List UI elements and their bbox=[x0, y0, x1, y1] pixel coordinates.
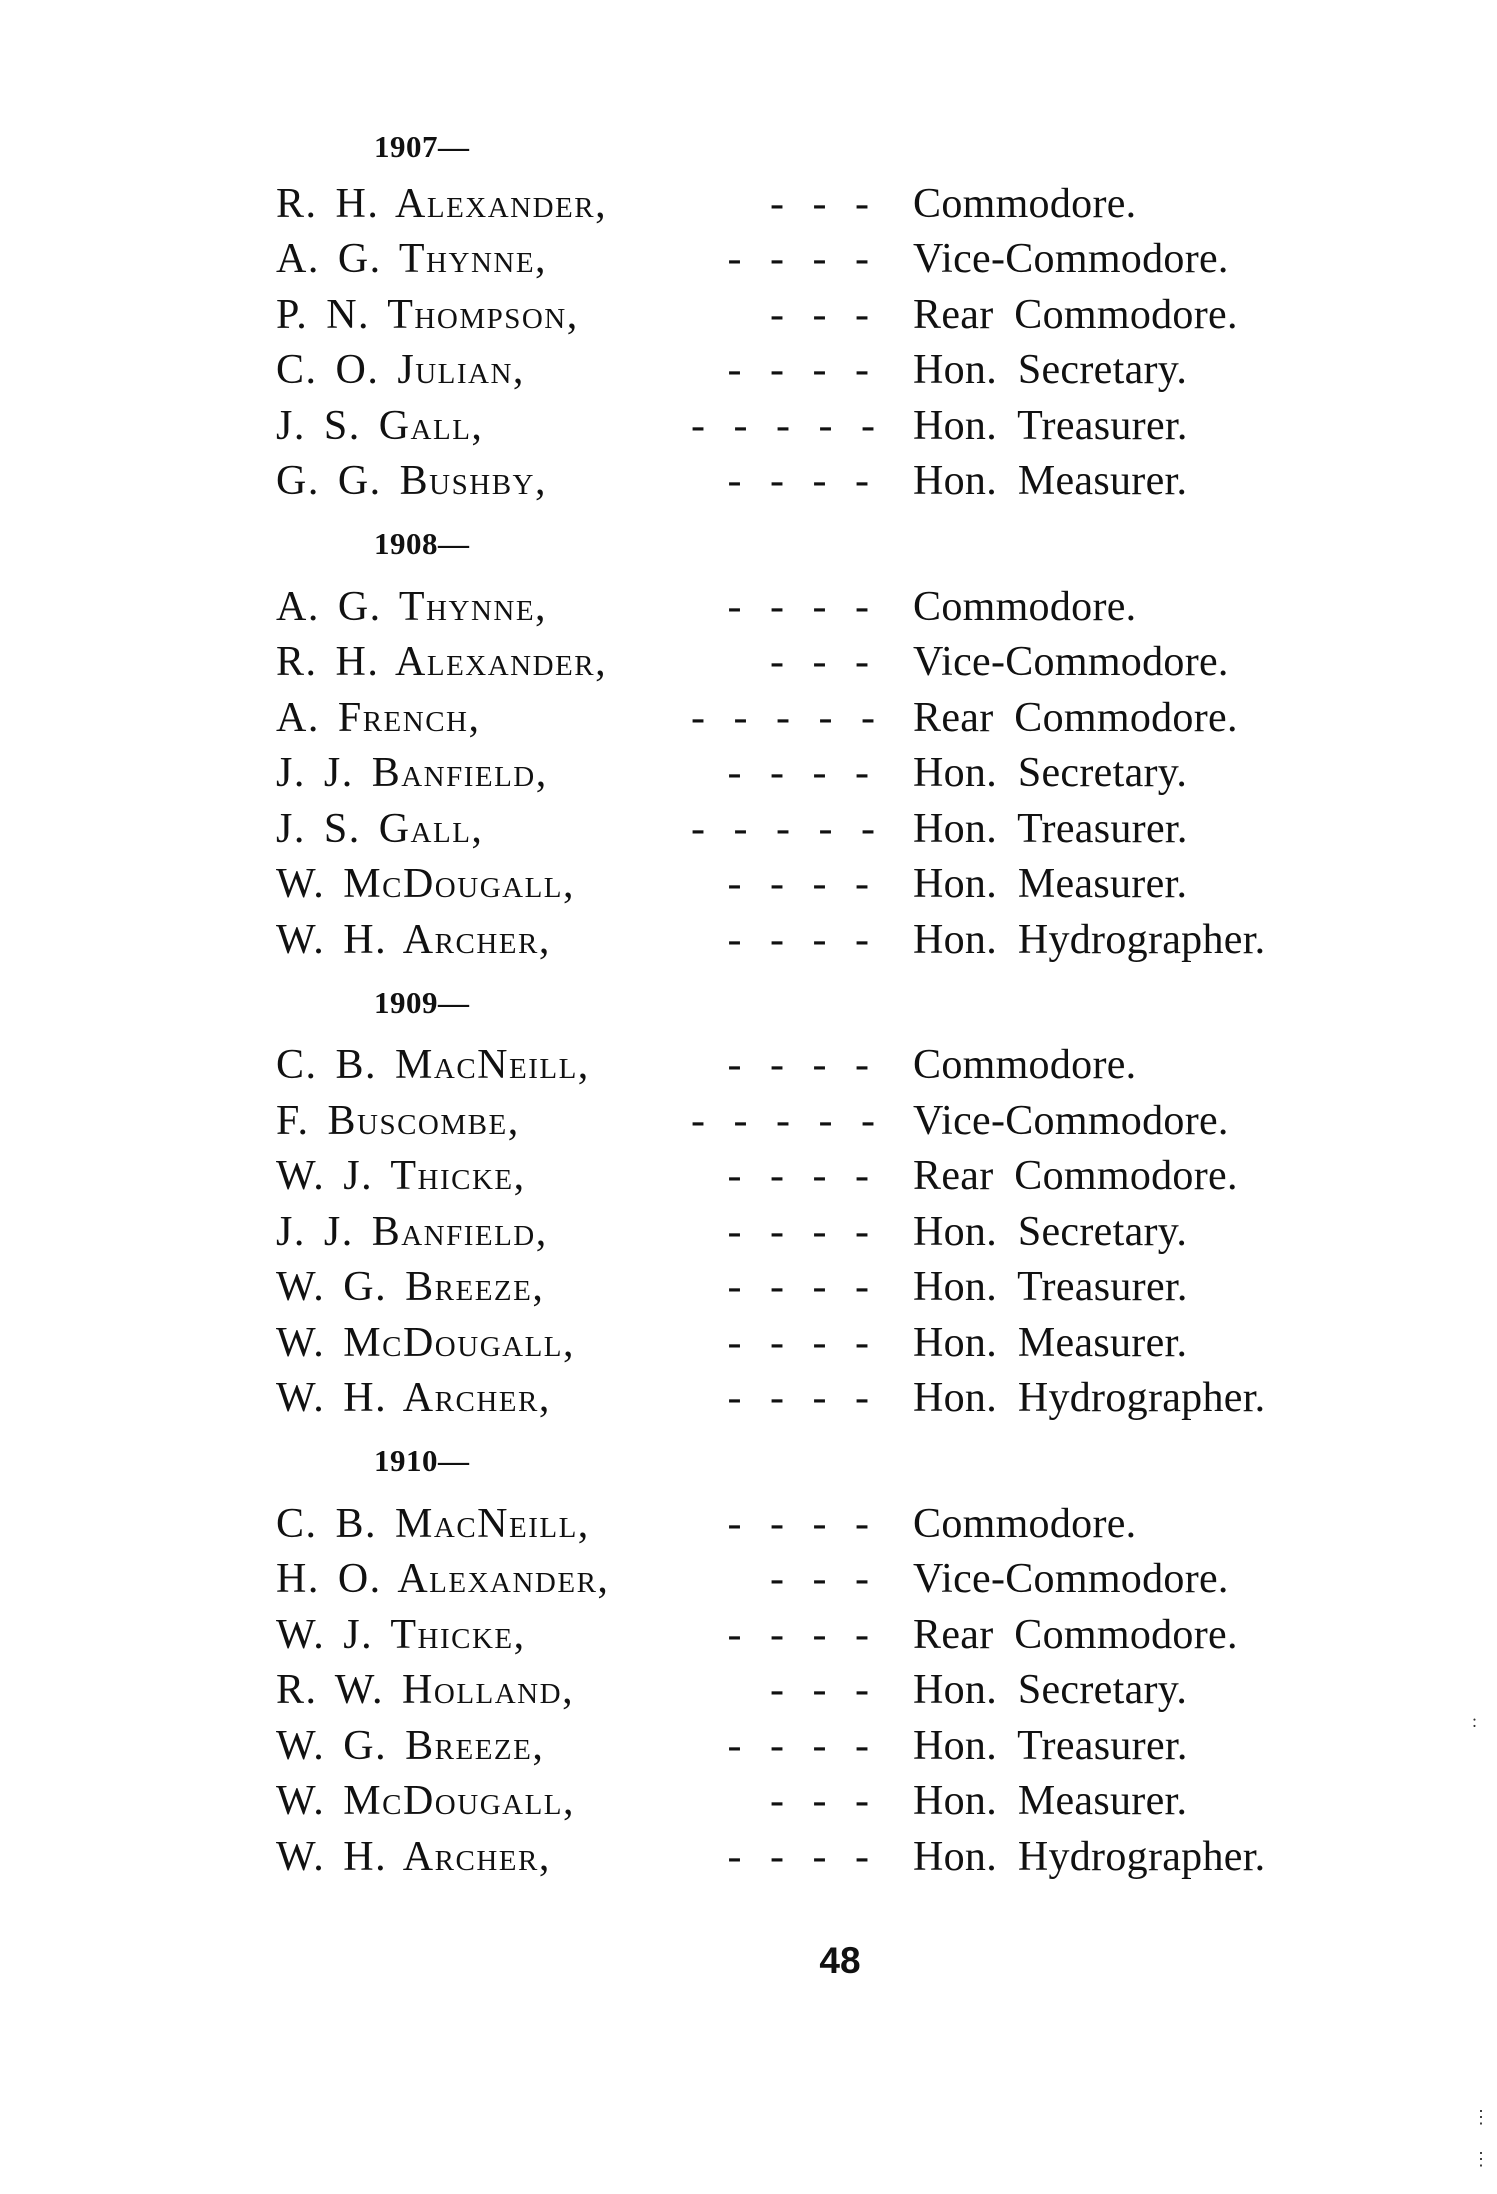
officer-row bbox=[276, 1774, 1316, 1830]
leader-dashes: - - - - - bbox=[691, 805, 875, 852]
officer-row bbox=[276, 635, 1316, 691]
leader-dashes: - - - bbox=[770, 180, 869, 227]
officer-row bbox=[276, 1829, 1316, 1885]
page-number: 48 bbox=[819, 1940, 861, 1981]
officer-title: Commodore. bbox=[913, 1500, 1137, 1547]
leader-dashes: - - - - bbox=[727, 1042, 869, 1089]
scan-edge-mark: ⋮ bbox=[1472, 2149, 1490, 2169]
officer-title: Rear Commodore. bbox=[913, 291, 1238, 338]
officer-name: W. J. Thicke, bbox=[276, 1153, 526, 1200]
officer-name: W. H. Archer, bbox=[276, 916, 551, 963]
officer-name: W. H. Archer, bbox=[276, 1375, 551, 1422]
leader-dashes: - - - - bbox=[727, 1722, 869, 1769]
officer-row bbox=[276, 398, 1316, 454]
leader-dashes: - - - - bbox=[727, 458, 869, 505]
officer-row bbox=[276, 746, 1316, 802]
leader-dashes: - - - - bbox=[727, 1153, 869, 1200]
officer-title: Vice-Commodore. bbox=[913, 639, 1229, 686]
officer-title: Hon. Measurer. bbox=[913, 1319, 1188, 1366]
leader-dashes: - - - - bbox=[727, 1500, 869, 1547]
leader-dashes: - - - - bbox=[727, 236, 869, 283]
leader-dashes: - - - bbox=[770, 1667, 869, 1714]
year-heading: 1907— bbox=[374, 129, 470, 164]
officer-title: Commodore. bbox=[913, 1042, 1137, 1089]
officer-title: Rear Commodore. bbox=[913, 694, 1238, 741]
officer-row bbox=[276, 579, 1316, 635]
officer-title: Vice-Commodore. bbox=[913, 1097, 1229, 1144]
year-heading: 1908— bbox=[374, 526, 470, 561]
officer-name: R. H. Alexander, bbox=[276, 639, 608, 686]
officer-row bbox=[276, 1552, 1316, 1608]
scan-edge-mark: ⋮ bbox=[1472, 2107, 1490, 2127]
scan-edge-mark: : bbox=[1472, 1711, 1478, 1731]
officer-name: W. McDougall, bbox=[276, 861, 576, 908]
officer-name: J. J. Banfield, bbox=[276, 750, 548, 797]
officer-name: H. O. Alexander, bbox=[276, 1556, 610, 1603]
leader-dashes: - - - bbox=[770, 291, 869, 338]
officer-name: P. N. Thompson, bbox=[276, 291, 579, 338]
officer-name: A. G. Thynne, bbox=[276, 236, 548, 283]
officer-name: W. G. Breeze, bbox=[276, 1722, 545, 1769]
leader-dashes: - - - - - bbox=[691, 402, 875, 449]
officer-row bbox=[276, 1315, 1316, 1371]
year-heading: 1909— bbox=[374, 984, 470, 1020]
officer-name: F. Buscombe, bbox=[276, 1097, 520, 1144]
leader-dashes: - - - - bbox=[727, 1375, 869, 1422]
officer-title: Rear Commodore. bbox=[913, 1611, 1238, 1658]
officer-row bbox=[276, 454, 1316, 510]
officer-title: Hon. Hydrographer. bbox=[913, 1375, 1266, 1422]
officer-row bbox=[276, 1718, 1316, 1774]
leader-dashes: - - - - bbox=[727, 861, 869, 908]
officer-row bbox=[276, 1149, 1316, 1205]
officer-name: A. French, bbox=[276, 694, 481, 741]
leader-dashes: - - - - bbox=[727, 1264, 869, 1311]
leader-dashes: - - - - bbox=[727, 583, 869, 630]
officer-name: C. O. Julian, bbox=[276, 347, 525, 394]
officer-title: Hon. Treasurer. bbox=[913, 805, 1188, 852]
officer-row bbox=[276, 1093, 1316, 1149]
officer-name: C. B. MacNeill, bbox=[276, 1500, 590, 1547]
officer-title: Vice-Commodore. bbox=[913, 236, 1229, 283]
officer-row bbox=[276, 1496, 1316, 1552]
officer-title: Hon. Measurer. bbox=[913, 1778, 1188, 1825]
officer-name: G. G. Bushby, bbox=[276, 458, 547, 505]
leader-dashes: - - - - - bbox=[691, 694, 875, 741]
leader-dashes: - - - bbox=[770, 1556, 869, 1603]
officer-row bbox=[276, 232, 1316, 288]
leader-dashes: - - - bbox=[770, 639, 869, 686]
leader-dashes: - - - - bbox=[727, 1208, 869, 1255]
officer-name: W. McDougall, bbox=[276, 1319, 576, 1366]
officer-name: C. B. MacNeill, bbox=[276, 1042, 590, 1089]
officer-name: W. McDougall, bbox=[276, 1778, 576, 1825]
officer-title: Hon. Secretary. bbox=[913, 1208, 1188, 1255]
officer-row bbox=[276, 1663, 1316, 1719]
officer-name: W. H. Archer, bbox=[276, 1833, 551, 1880]
leader-dashes: - - - - - bbox=[691, 1097, 875, 1144]
officer-title: Commodore. bbox=[913, 180, 1137, 227]
officer-row bbox=[276, 1607, 1316, 1663]
leader-dashes: - - - - bbox=[727, 347, 869, 394]
officer-title: Hon. Secretary. bbox=[913, 347, 1188, 394]
officer-row bbox=[276, 1260, 1316, 1316]
officer-title: Hon. Measurer. bbox=[913, 458, 1188, 505]
officer-name: J. S. Gall, bbox=[276, 805, 484, 852]
officer-row bbox=[276, 912, 1316, 968]
officer-row bbox=[276, 343, 1316, 399]
officer-title: Rear Commodore. bbox=[913, 1153, 1238, 1200]
officer-name: W. G. Breeze, bbox=[276, 1264, 545, 1311]
officer-title: Hon. Treasurer. bbox=[913, 1264, 1188, 1311]
officer-name: J. J. Banfield, bbox=[276, 1208, 548, 1255]
leader-dashes: - - - bbox=[770, 1778, 869, 1825]
officer-row bbox=[276, 857, 1316, 913]
officer-title: Commodore. bbox=[913, 583, 1137, 630]
officer-title: Hon. Hydrographer. bbox=[913, 916, 1266, 963]
year-heading: 1910— bbox=[374, 1443, 470, 1478]
officer-row bbox=[276, 801, 1316, 857]
officer-name: W. J. Thicke, bbox=[276, 1611, 526, 1658]
officer-title: Hon. Secretary. bbox=[913, 1667, 1188, 1714]
officer-title: Hon. Hydrographer. bbox=[913, 1833, 1266, 1880]
officer-row bbox=[276, 1204, 1316, 1260]
officer-title: Hon. Treasurer. bbox=[913, 1722, 1188, 1769]
officer-name: R. W. Holland, bbox=[276, 1667, 575, 1714]
leader-dashes: - - - - bbox=[727, 750, 869, 797]
officer-name: R. H. Alexander, bbox=[276, 180, 608, 227]
officer-list bbox=[276, 118, 1316, 1885]
officer-name: J. S. Gall, bbox=[276, 402, 484, 449]
officer-row bbox=[276, 287, 1316, 343]
leader-dashes: - - - - bbox=[727, 1611, 869, 1658]
leader-dashes: - - - - bbox=[727, 1319, 869, 1366]
leader-dashes: - - - - bbox=[727, 916, 869, 963]
officer-name: A. G. Thynne, bbox=[276, 583, 548, 630]
officer-row bbox=[276, 176, 1316, 232]
officer-title: Hon. Treasurer. bbox=[913, 402, 1188, 449]
officer-title: Vice-Commodore. bbox=[913, 1556, 1229, 1603]
officer-row bbox=[276, 1038, 1316, 1094]
leader-dashes: - - - - bbox=[727, 1833, 869, 1880]
officer-row bbox=[276, 690, 1316, 746]
officer-title: Hon. Measurer. bbox=[913, 861, 1188, 908]
officer-title: Hon. Secretary. bbox=[913, 750, 1188, 797]
officer-row bbox=[276, 1371, 1316, 1427]
